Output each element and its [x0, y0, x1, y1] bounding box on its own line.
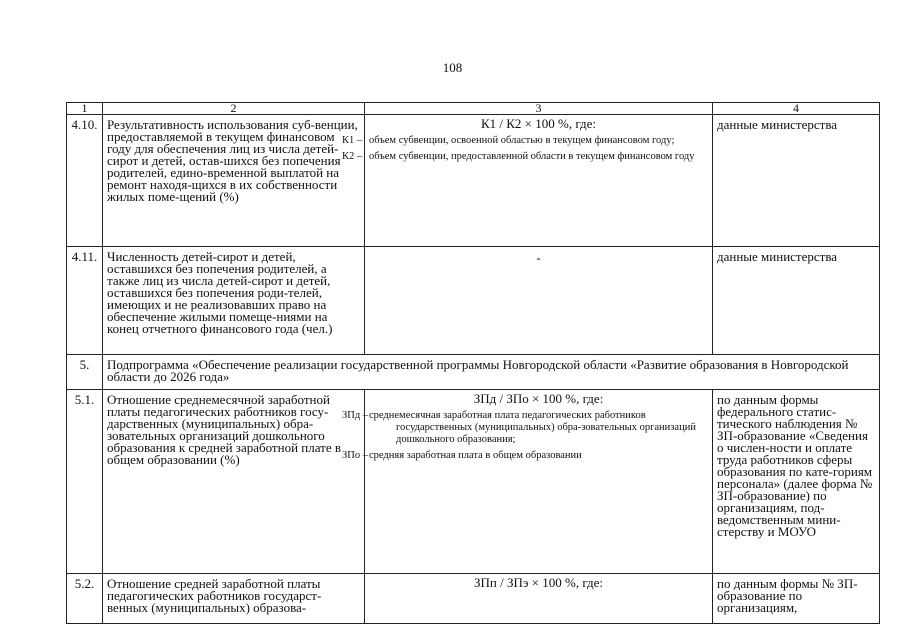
table-row [67, 390, 880, 574]
column-header-3: 3 [365, 103, 713, 115]
formula: К1 / К2 × 100 %, где: [480, 116, 597, 131]
formula-cell [342, 390, 713, 574]
formula-definition: К1 –объем субвенции, освоенной областью в текущем финансовом году; [342, 135, 675, 146]
table-row [67, 574, 880, 624]
indicator-name: Численность детей-сирот и детей, оставшихся без попечения родителей, а также лиц из числа детей-сирот и детей, оставшихся без попечения роди-телей, имеющих и не реализовавших право на обеспечение жилыми помеще-ниями на конец отчетного финансового года (чел.) [103, 247, 365, 355]
table-row [67, 355, 880, 390]
definition-text: объем субвенции, освоенной областью в текущем финансовом году; [369, 135, 675, 146]
row-number: 5. [67, 355, 103, 390]
formula-definition: ЗПд –среднемесячная заработная плата педагогических работников государственных (муниципальных) обра-зовательных организаций дошкольного образования; [342, 410, 696, 445]
indicators-table [66, 102, 880, 624]
column-header-4: 4 [713, 103, 880, 115]
formula-definition: К2 –объем субвенции, предоставленной области в текущем финансовом году [342, 151, 695, 162]
definition-text: объем субвенции, предоставленной области в текущем финансовом году [369, 151, 695, 162]
row-number: 5.2. [67, 574, 103, 624]
table-row [67, 247, 880, 355]
page-number: 108 [442, 60, 463, 75]
column-header-1: 1 [67, 103, 103, 115]
table-header-row [67, 103, 880, 115]
table-row [67, 115, 880, 247]
data-source: по данным формы федерального статис-тического наблюдения № ЗП-образование «Сведения о числен-ности и оплате труда работников сферы образования по кате-гориям персонала» (далее форма № ЗП-образование) по организациям, под-ведомственным мини-стерству и МОУО [713, 390, 880, 574]
formula-cell [365, 574, 713, 624]
row-number: 4.10. [67, 115, 103, 247]
data-source: по данным формы № ЗП-образование по организациям, [713, 574, 880, 624]
indicator-name: Отношение среднемесячной заработной платы педагогических работников госу-дарственных (муниципальных) обра-зовательных организаций дошкольного образования к средней заработной плате в общем образовании (%) [103, 390, 365, 574]
data-source: данные министерства [713, 115, 880, 247]
formula: ЗПп / ЗПэ × 100 %, где: [473, 575, 604, 590]
subprogram-title: Подпрограмма «Обеспечение реализации государственной программы Новгородской области «Развитие образования в Новгородской области до 2026 года» [103, 355, 880, 390]
formula-cell [342, 115, 713, 247]
row-number: 4.11. [67, 247, 103, 355]
indicator-name: Отношение средней заработной платы педагогических работников государст-венных (муниципальных) образова- [103, 574, 365, 624]
formula-cell [365, 247, 713, 355]
data-source: данные министерства [713, 247, 880, 355]
indicator-name: Результативность использования суб-венции, предоставляемой в текущем финансовом году для обеспечения лиц из числа детей-сирот и детей, остав-шихся без попечения родителей, едино-временной выплатой на ремонт находя-щихся в их собственности жилых поме-щений (%) [103, 115, 365, 247]
definition-text: средняя заработная плата в общем образовании [369, 450, 582, 461]
formula-definition: ЗПо –средняя заработная плата в общем образовании [342, 450, 582, 461]
formula: - [536, 250, 541, 265]
formula: ЗПд / ЗПо × 100 %, где: [473, 391, 604, 406]
definition-text: среднемесячная заработная плата педагогических работников государственных (муниципальных) обра-зовательных организаций дошкольного образования; [369, 410, 696, 445]
row-number: 5.1. [67, 390, 103, 574]
column-header-2: 2 [103, 103, 365, 115]
